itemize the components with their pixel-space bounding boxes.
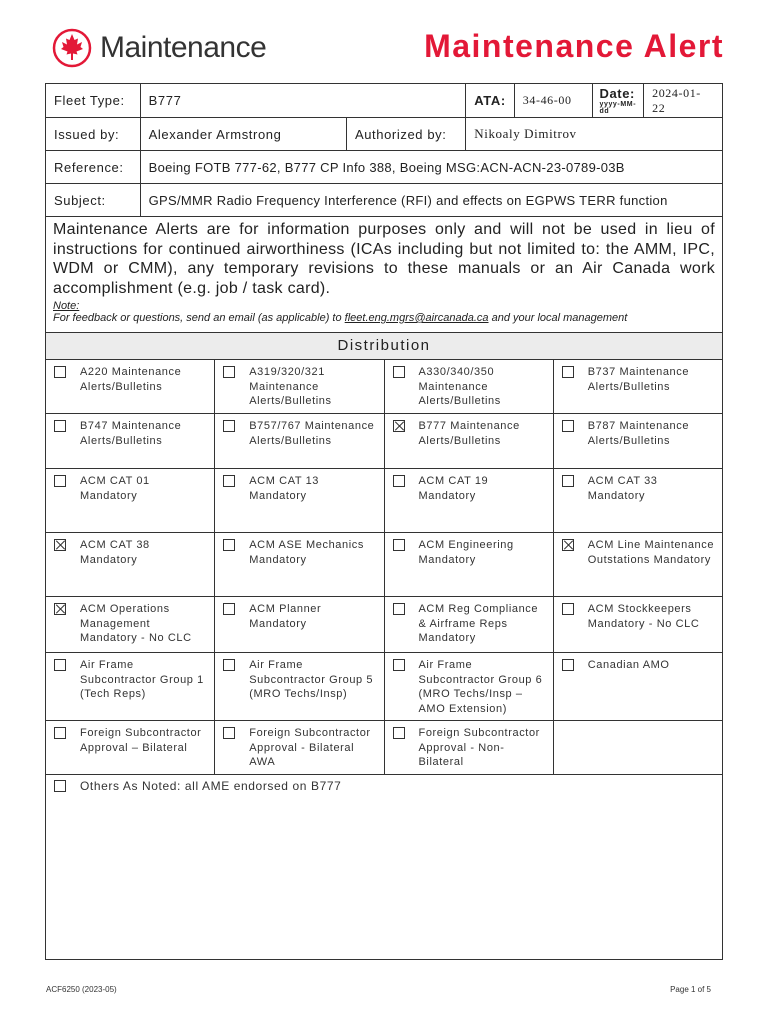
distribution-checkbox[interactable]	[54, 603, 66, 615]
distribution-item	[223, 658, 377, 702]
date-format: yyyy-MM-dd	[599, 101, 637, 115]
distribution-cell	[46, 414, 215, 469]
date-value: 2024-01-22	[644, 84, 723, 118]
distribution-cell	[46, 597, 215, 653]
distribution-checkbox[interactable]	[223, 475, 235, 487]
distribution-cell	[553, 469, 722, 533]
issued-by-value: Alexander Armstrong	[140, 118, 346, 151]
distribution-label: B787 Maintenance Alerts/Bulletins	[587, 420, 690, 447]
distribution-label: A330/340/350 Maintenance Alerts/Bulletins	[418, 366, 501, 407]
distribution-checkbox[interactable]	[562, 659, 574, 671]
distribution-item	[562, 474, 716, 503]
distribution-row	[46, 469, 723, 533]
distribution-cell	[215, 533, 384, 597]
info-row-issued	[46, 118, 723, 151]
distribution-checkbox[interactable]	[393, 539, 405, 551]
distribution-title: Distribution	[45, 333, 723, 360]
distribution-checkbox[interactable]	[562, 603, 574, 615]
distribution-item	[562, 365, 716, 394]
distribution-cell	[553, 533, 722, 597]
distribution-label: ACM Reg Compliance & Airframe Reps Mandatory	[418, 603, 539, 644]
distribution-item	[223, 602, 377, 631]
feedback-email-link[interactable]: fleet.eng.mgrs@aircanada.ca	[344, 312, 489, 324]
distribution-cell	[215, 469, 384, 533]
distribution-label: Air Frame Subcontractor Group 5 (MRO Techs/Insp)	[249, 659, 374, 700]
issued-by-label: Issued by:	[46, 118, 141, 151]
distribution-checkbox[interactable]	[54, 475, 66, 487]
distribution-label: B737 Maintenance Alerts/Bulletins	[587, 366, 690, 393]
distribution-label: Foreign Subcontractor Approval - Non-Bilateral	[418, 727, 540, 768]
distribution-label: ACM CAT 19 Mandatory	[418, 475, 489, 502]
distribution-label: ACM CAT 01 Mandatory	[80, 475, 150, 502]
authorized-by-label: Authorized by:	[346, 118, 465, 151]
info-row-reference	[46, 151, 723, 184]
distribution-checkbox[interactable]	[54, 539, 66, 551]
distribution-cell	[384, 653, 553, 721]
distribution-item	[393, 538, 547, 567]
distribution-cell	[384, 597, 553, 653]
distribution-row	[46, 414, 723, 469]
distribution-checkbox[interactable]	[223, 659, 235, 671]
distribution-item	[54, 538, 208, 567]
distribution-row	[46, 533, 723, 597]
distribution-row	[46, 360, 723, 414]
distribution-item	[223, 365, 377, 409]
others-checkbox[interactable]	[54, 780, 66, 792]
distribution-item	[223, 419, 377, 448]
distribution-item	[54, 726, 208, 755]
others-box	[45, 775, 723, 960]
distribution-label: Air Frame Subcontractor Group 1 (Tech Reps)	[80, 659, 204, 700]
distribution-label: Canadian AMO	[587, 659, 670, 671]
distribution-checkbox[interactable]	[54, 366, 66, 378]
distribution-item	[562, 538, 716, 567]
subject-value: GPS/MMR Radio Frequency Interference (RFI) and effects on EGPWS TERR function	[140, 184, 722, 217]
reference-label: Reference:	[46, 151, 141, 184]
distribution-item	[562, 658, 716, 673]
distribution-checkbox[interactable]	[54, 727, 66, 739]
info-row-subject	[46, 184, 723, 217]
distribution-checkbox[interactable]	[393, 727, 405, 739]
distribution-cell	[46, 721, 215, 775]
distribution-cell	[553, 721, 722, 775]
distribution-cell	[384, 721, 553, 775]
distribution-item	[393, 365, 547, 409]
distribution-item	[562, 602, 716, 631]
distribution-cell	[46, 653, 215, 721]
distribution-cell	[46, 533, 215, 597]
date-label-cell	[593, 84, 644, 118]
distribution-row	[46, 597, 723, 653]
distribution-item	[393, 658, 547, 716]
header	[48, 22, 728, 72]
distribution-checkbox[interactable]	[393, 366, 405, 378]
distribution-item	[223, 726, 377, 770]
distribution-checkbox[interactable]	[223, 727, 235, 739]
distribution-label: ACM CAT 38 Mandatory	[80, 539, 150, 566]
distribution-cell	[384, 469, 553, 533]
distribution-checkbox[interactable]	[54, 420, 66, 432]
distribution-item	[54, 419, 208, 448]
distribution-label: Air Frame Subcontractor Group 6 (MRO Techs/Insp – AMO Extension)	[418, 659, 543, 715]
distribution-label: B757/767 Maintenance Alerts/Bulletins	[249, 420, 375, 447]
distribution-item	[393, 474, 547, 503]
distribution-item	[393, 419, 547, 448]
distribution-checkbox[interactable]	[562, 539, 574, 551]
distribution-row	[46, 653, 723, 721]
distribution-label: ACM Engineering Mandatory	[418, 539, 514, 566]
distribution-cell	[384, 414, 553, 469]
distribution-item	[223, 474, 377, 503]
distribution-cell	[553, 653, 722, 721]
distribution-label: ACM Planner Mandatory	[249, 603, 322, 630]
logo-text: Maintenance	[100, 31, 267, 64]
distribution-cell	[215, 653, 384, 721]
distribution-item-others	[54, 779, 714, 794]
distribution-cell	[46, 469, 215, 533]
distribution-checkbox[interactable]	[562, 475, 574, 487]
distribution-checkbox[interactable]	[393, 603, 405, 615]
distribution-label: Foreign Subcontractor Approval - Bilateral AWA	[249, 727, 371, 768]
distribution-cell	[215, 721, 384, 775]
distribution-checkbox[interactable]	[223, 603, 235, 615]
logo	[52, 26, 266, 70]
distribution-checkbox[interactable]	[393, 475, 405, 487]
page-title: Maintenance Alert	[424, 28, 724, 64]
distribution-checkbox[interactable]	[393, 659, 405, 671]
note-prefix: For feedback or questions, send an email (as applicable) to	[53, 312, 345, 324]
distribution-checkbox[interactable]	[223, 420, 235, 432]
distribution-item	[54, 365, 208, 394]
distribution-cell	[215, 597, 384, 653]
others-label: Others As Noted: all AME endorsed on B777	[80, 779, 342, 793]
distribution-checkbox[interactable]	[223, 366, 235, 378]
info-row-fleet	[46, 84, 723, 118]
distribution-label: Foreign Subcontractor Approval – Bilateral	[80, 727, 202, 754]
note-text	[53, 312, 715, 324]
reference-value: Boeing FOTB 777-62, B777 CP Info 388, Boeing MSG:ACN-ACN-23-0789-03B	[140, 151, 722, 184]
page-number: Page 1 of 5	[670, 985, 711, 994]
note-suffix: and your local management	[488, 312, 628, 324]
ata-label: ATA:	[466, 84, 515, 118]
distribution-label: B747 Maintenance Alerts/Bulletins	[80, 420, 182, 447]
distribution-table	[45, 359, 723, 775]
distribution-item	[54, 658, 208, 702]
subject-label: Subject:	[46, 184, 141, 217]
note-label: Note:	[53, 300, 80, 312]
distribution-item	[393, 726, 547, 770]
maple-leaf-icon	[52, 26, 92, 70]
distribution-label: ACM ASE Mechanics Mandatory	[249, 539, 364, 566]
distribution-label: ACM Stockkeepers Mandatory - No CLC	[587, 603, 700, 630]
distribution-label: A319/320/321 Maintenance Alerts/Bulletins	[249, 366, 332, 407]
distribution-item	[54, 474, 208, 503]
distribution-cell	[384, 360, 553, 414]
distribution-checkbox[interactable]	[562, 420, 574, 432]
form-id: ACF6250 (2023-05)	[46, 985, 117, 994]
distribution-label: A220 Maintenance Alerts/Bulletins	[80, 366, 182, 393]
distribution-checkbox[interactable]	[393, 420, 405, 432]
disclaimer-box	[45, 215, 723, 333]
ata-value: 34-46-00	[514, 84, 593, 118]
distribution-cell	[553, 414, 722, 469]
distribution-cell	[46, 360, 215, 414]
disclaimer-text: Maintenance Alerts are for information purposes only and will not be used in lieu of instructions for continued airworthiness (ICAs including but not limited to: the AMM, IPC, WDM or CMM), any temporary revisions to these manuals or an Air Canada work accomplishment (e.g. job / task card).	[53, 221, 715, 297]
distribution-cell	[215, 360, 384, 414]
distribution-row	[46, 721, 723, 775]
distribution-cell	[553, 597, 722, 653]
fleet-type-label: Fleet Type:	[46, 84, 141, 118]
distribution-item	[223, 538, 377, 567]
distribution-checkbox[interactable]	[223, 539, 235, 551]
distribution-item	[562, 419, 716, 448]
info-table	[45, 83, 723, 217]
fleet-type-value: B777	[140, 84, 466, 118]
distribution-checkbox[interactable]	[54, 659, 66, 671]
distribution-cell	[553, 360, 722, 414]
distribution-label: ACM CAT 13 Mandatory	[249, 475, 320, 502]
distribution-cell	[384, 533, 553, 597]
distribution-item	[54, 602, 208, 646]
distribution-label: ACM Line Maintenance Outstations Mandatory	[587, 539, 715, 566]
distribution-checkbox[interactable]	[562, 366, 574, 378]
date-label: Date:	[599, 86, 635, 101]
distribution-item	[393, 602, 547, 646]
distribution-label: B777 Maintenance Alerts/Bulletins	[418, 420, 520, 447]
distribution-cell	[215, 414, 384, 469]
authorized-by-value: Nikoaly Dimitrov	[466, 118, 723, 151]
distribution-label: ACM Operations Management Mandatory - No CLC	[80, 603, 192, 644]
distribution-label: ACM CAT 33 Mandatory	[587, 475, 658, 502]
